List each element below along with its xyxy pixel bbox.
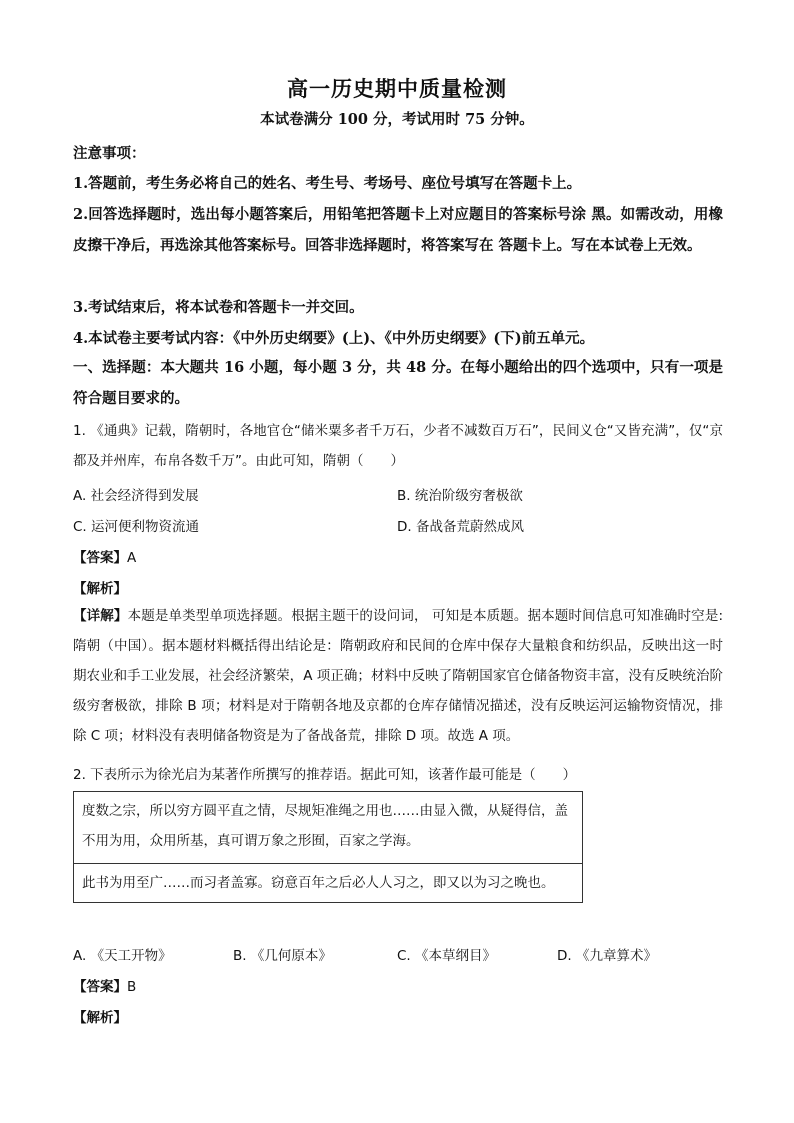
detail-text: 本题是单类型单项选择题。根据主题干的设问词， 可知是本质题。据本题时间信息可知准确时空是:隋朝（中国）。据本题材料概括得出结论是：隋朝政府和民间的仓库中保存大量粮食和纺织品，反映出这一时期农业和手工业发展，社会经济繁荣，A 项正确；材料中反映了隋朝国家官仓储备物资丰富，没有反映统治阶级穷奢极欲，排除 B 项；材料是对于隋朝各地及京都的仓库存储情况描述，没有反映运河运输物资情况，排除 C 项；材料没有表明储备物资是为了备战备荒，排除 D 项。故选 A 项。 [73, 608, 724, 744]
quote-table [73, 791, 583, 903]
q1-option-a: A. 社会经济得到发展 [73, 488, 199, 504]
q2-option-c: C. 《本草纲目》 [397, 948, 497, 964]
note-item-3: 3.考试结束后，将本试卷和答题卡一并交回。 [73, 299, 364, 316]
q2-option-a: A. 《天工开物》 [73, 948, 172, 964]
note-item-2: 2.回答选择题时，选出每小题答案后，用铅笔把答题卡上对应题目的答案标号涂 黑。如需改动，用橡皮擦干净后，再选涂其他答案标号。回答非选择题时，将答案写在 答题卡上。写在本试卷上无效。 [73, 206, 723, 254]
question-2-stem: 2. 下表所示为徐光启为某著作所撰写的推荐语。据此可知，该著作最可能是（ ） [73, 767, 577, 783]
q2-analysis-label [73, 1006, 127, 1026]
table-row: 此书为用至广……而习者盖寡。窃意百年之后必人人习之，即又以为习之晚也。 [82, 875, 555, 891]
exam-info: 本试卷满分 100 分，考试用时 75 分钟。 [260, 111, 534, 128]
section-heading: 一、选择题：本大题共 16 小题，每小题 3 分，共 48 分。在每小题给出的四个选项中，只有一项是符合题目要求的。 [73, 359, 723, 407]
table-row: 度数之宗，所以穷方圆平直之情，尽规矩准绳之用也……由显入微，从疑得信，盖不用为用，众用所基，真可谓万象之形囿，百家之学海。 [74, 792, 582, 864]
answer-label: 【答案】 [73, 550, 127, 566]
q1-option-c: C. 运河便利物资流通 [73, 519, 200, 535]
answer-label: 【答案】 [73, 979, 127, 995]
answer-value: A [127, 550, 137, 566]
q1-option-b: B. 统治阶级穷奢极欲 [397, 488, 523, 504]
page-title: 高一历史期中质量检测 [287, 76, 507, 101]
answer-value: B [127, 979, 137, 995]
q1-answer [73, 546, 136, 566]
note-item-1: 1.答题前，考生务必将自己的姓名、考生号、考场号、座位号填写在答题卡上。 [73, 175, 582, 192]
q2-option-b: B. 《几何原本》 [233, 948, 332, 964]
q2-option-d: D. 《九章算术》 [557, 948, 657, 964]
q1-analysis-label [73, 577, 127, 597]
q1-detail [73, 601, 723, 751]
analysis-label: 【解析】 [73, 581, 127, 597]
note-item-4: 4.本试卷主要考试内容：《中外历史纲要》(上)、《中外历史纲要》(下)前五单元。 [73, 330, 595, 347]
detail-label: 【详解】 [73, 608, 128, 624]
notes-heading: 注意事项： [73, 145, 146, 162]
q2-answer [73, 975, 136, 995]
analysis-label: 【解析】 [73, 1010, 127, 1026]
question-1-stem: 1. 《通典》记载，隋朝时，各地官仓“储米粟多者千万石，少者不减数百万石”，民间义仓“又皆充满”，仅“京都及并州库，布帛各数千万”。由此可知，隋朝（ ） [73, 423, 723, 469]
q1-option-d: D. 备战备荒蔚然成风 [397, 519, 524, 535]
